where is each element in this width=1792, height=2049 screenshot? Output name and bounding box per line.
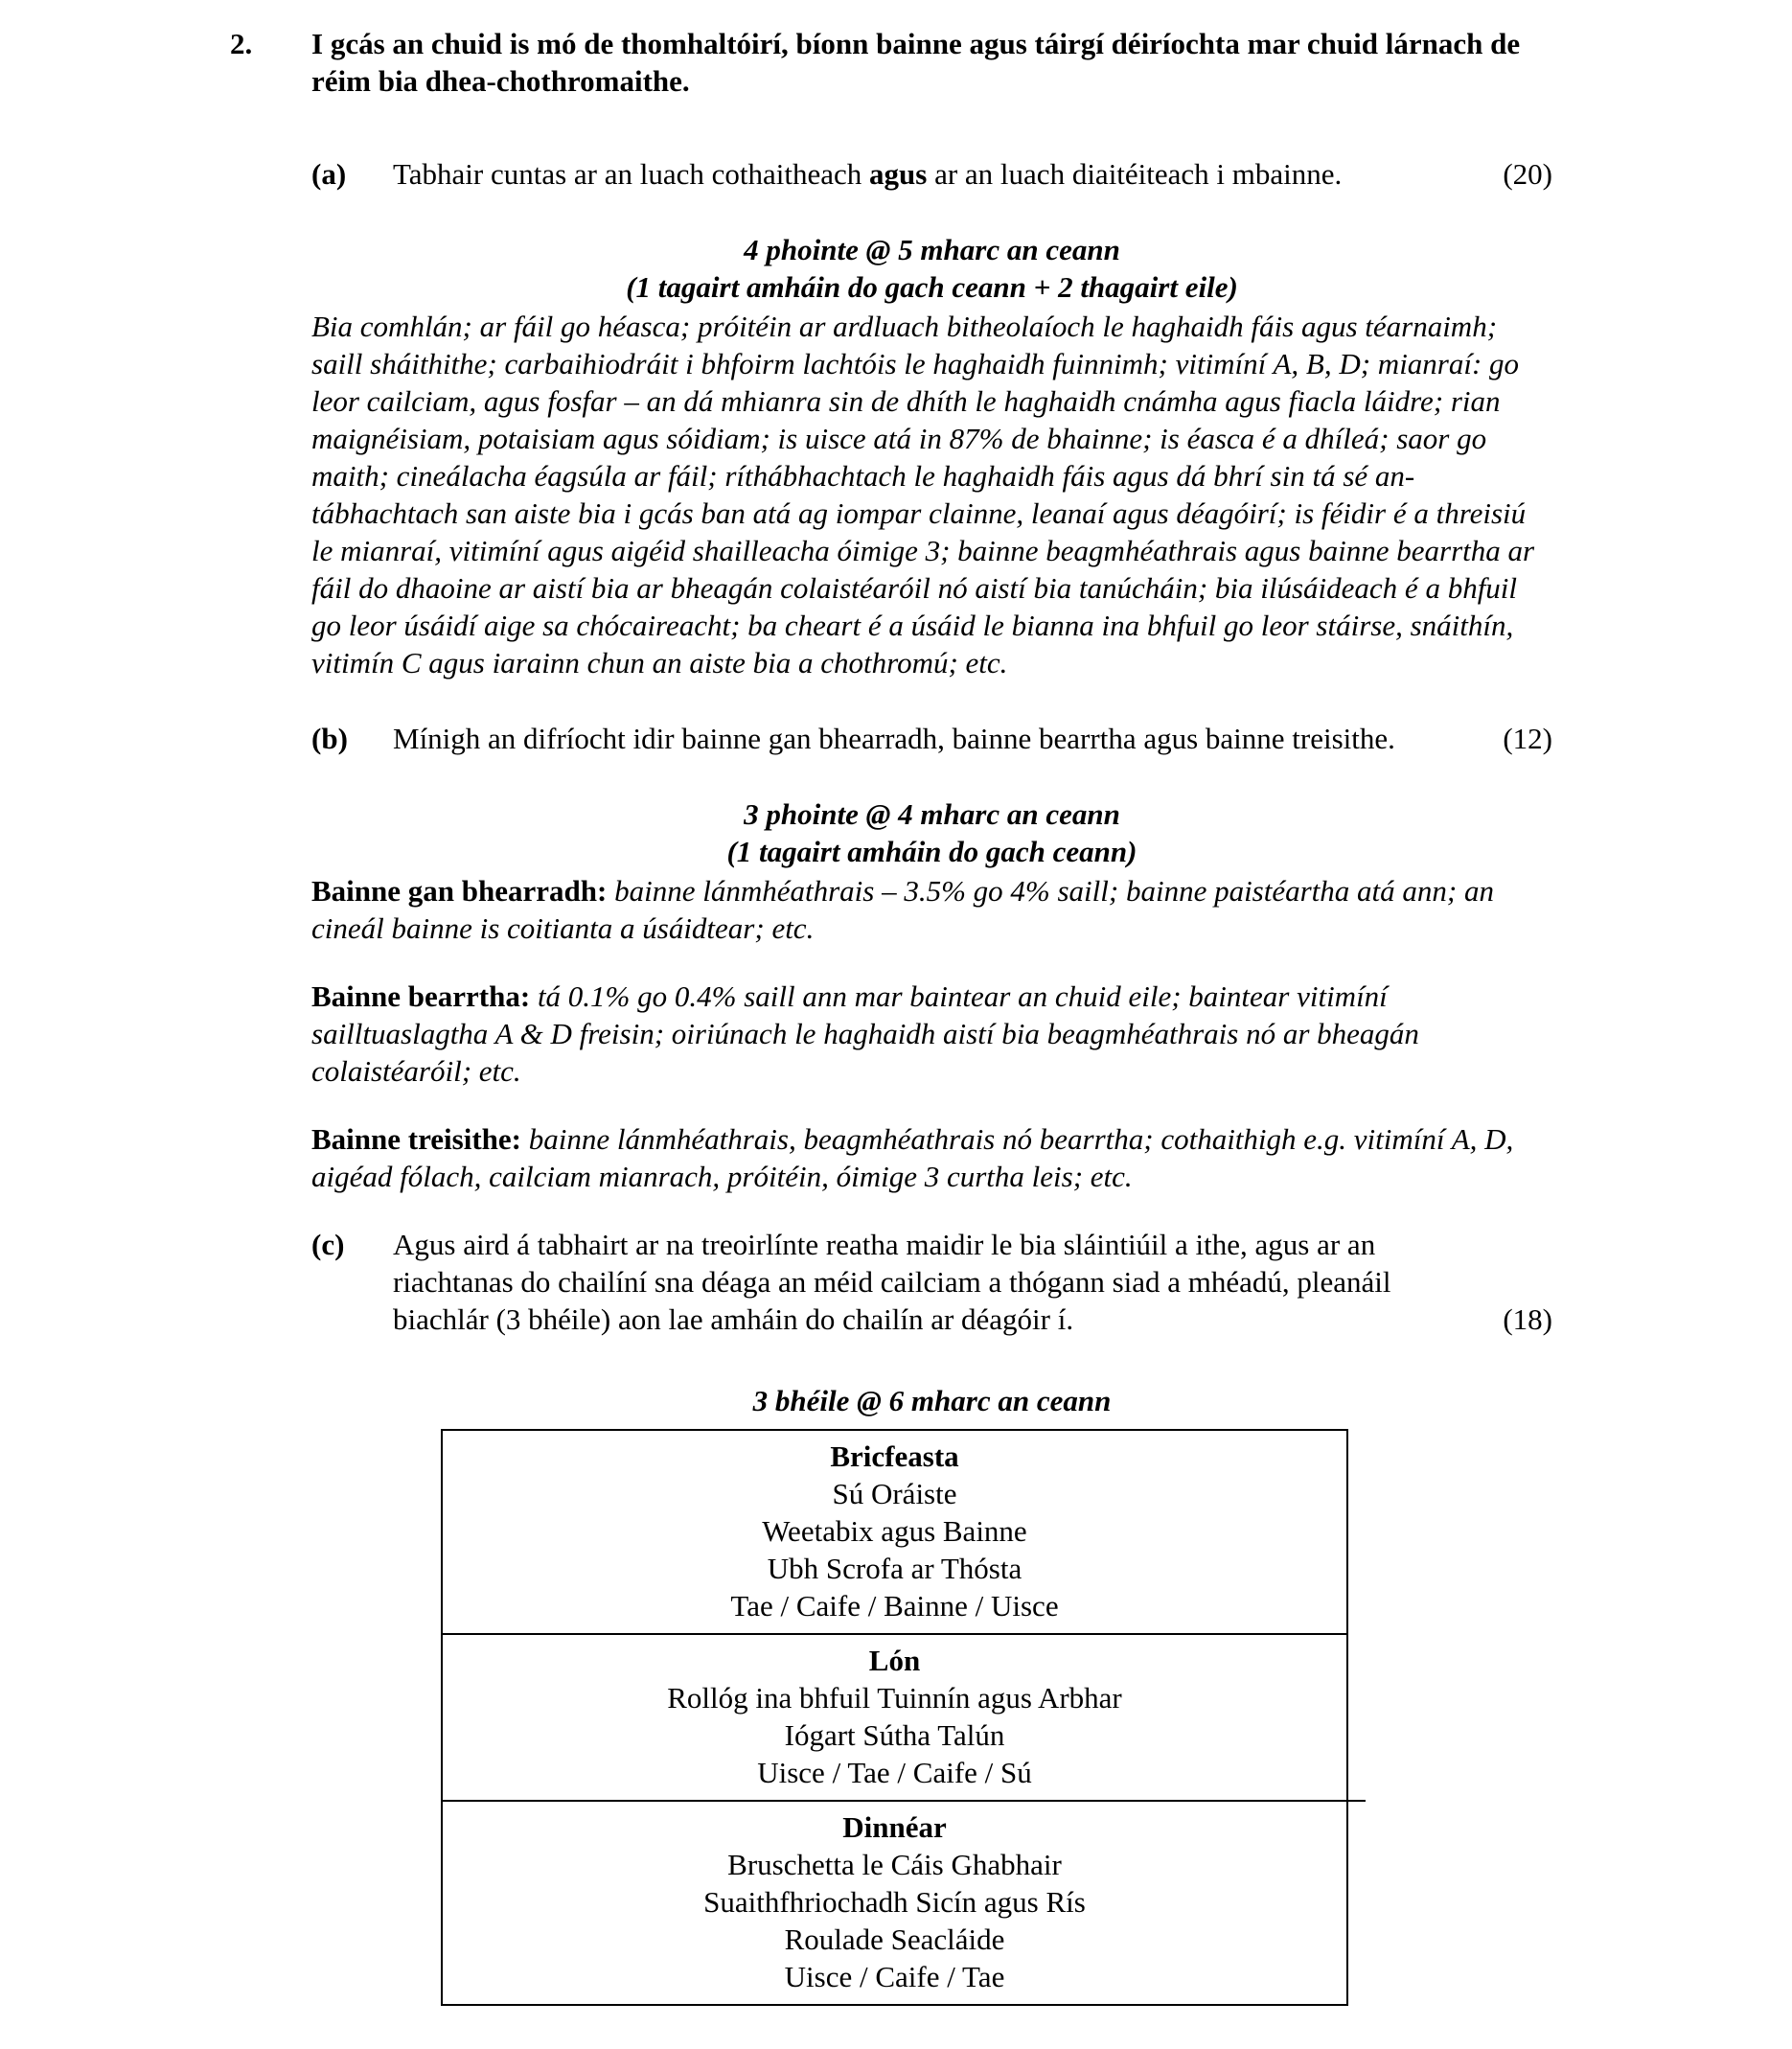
menu-dinner-title: Dinnéar — [842, 1810, 947, 1844]
question-2 — [230, 25, 1552, 100]
menu-section-dinner — [443, 1800, 1346, 2004]
part-b-question-text: Mínigh an difríocht idir bainne gan bhearradh, bainne bearrtha agus bainne treisithe. — [393, 722, 1395, 755]
part-b-scheme-line-1: 3 phointe @ 4 mharc an ceann — [744, 797, 1120, 831]
definition-whole-milk — [311, 872, 1552, 947]
part-b-scheme-heading — [311, 795, 1552, 870]
part-a-scheme-line-2: (1 tagairt amháin do gach ceann + 2 thagairt eile) — [626, 270, 1238, 304]
part-a-text-end: ar an luach diaitéiteach i mbainne. — [927, 157, 1343, 191]
definition-skimmed-milk-desc: tá 0.1% go 0.4% saill ann mar baintear an chuid eile; baintear vitimíní sailltuaslagtha A & D freisin; oiriúnach le haghaidh aistí bia beagmhéathrais nó ar bheagán colaistéaróil; etc. — [311, 979, 1419, 1088]
part-c-question-text — [393, 1226, 1552, 1338]
menu-item: Sú Oráiste — [832, 1477, 957, 1510]
menu-table — [441, 1429, 1348, 2006]
definition-skimmed-milk-term: Bainne bearrtha: — [311, 979, 531, 1013]
part-b-marks: (12) — [1503, 722, 1552, 755]
menu-item: Iógart Sútha Talún — [784, 1718, 1005, 1752]
menu-item: Tae / Caife / Bainne / Uisce — [730, 1589, 1059, 1623]
menu-item: Weetabix agus Bainne — [762, 1514, 1027, 1548]
menu-lunch-title: Lón — [868, 1644, 921, 1677]
menu-item: Suaithfhriochadh Sicín agus Rís — [703, 1885, 1086, 1919]
question-heading: I gcás an chuid is mó de thomhaltóirí, bíonn bainne agus táirgí déiríochta mar chuid lárnach de réim bia dhea-chothromaithe. — [311, 27, 1521, 98]
menu-section-lunch — [443, 1633, 1346, 1800]
part-a-label: (a) — [311, 157, 347, 191]
menu-item: Uisce / Tae / Caife / Sú — [757, 1756, 1032, 1789]
menu-item: Uisce / Caife / Tae — [784, 1960, 1005, 1993]
part-a-question-row — [311, 155, 1552, 193]
part-a-marks: (20) — [1503, 157, 1552, 191]
definition-fortified-milk-desc: bainne lánmhéathrais, beagmhéathrais nó bearrtha; cothaithigh e.g. vitimíní A, D, aigéad fólach, cailciam mianrach, próitéin, óimige 3 curtha leis; etc. — [311, 1122, 1514, 1193]
menu-item: Roulade Seacláide — [784, 1922, 1005, 1956]
menu-section-breakfast — [443, 1431, 1346, 1633]
menu-item: Rollóg ina bhfuil Tuinnín agus Arbhar — [667, 1681, 1122, 1715]
definition-fortified-milk — [311, 1120, 1552, 1195]
part-c-text: Agus aird á tabhairt ar na treoirlínte reatha maidir le bia sláintiúil a ithe, agus ar an riachtanas do chailíní sna déaga an méid cailciam a thógann siad a mhéadú, pleanáil biachlár (3 bhéile) aon lae amháin do chailín ar déagóir í. — [393, 1228, 1391, 1336]
question-number: 2. — [230, 27, 253, 60]
menu-item: Bruschetta le Cáis Ghabhair — [727, 1848, 1062, 1881]
definition-whole-milk-term: Bainne gan bhearradh: — [311, 874, 608, 908]
part-a-text-start: Tabhair cuntas ar an luach cothaitheach — [393, 157, 870, 191]
definition-skimmed-milk — [311, 978, 1552, 1090]
part-a-model-answer: Bia comhlán; ar fáil go héasca; próitéin ar ardluach bitheolaíoch le haghaidh fáis agus téarnaimh; saill sháithithe; carbaihiodráit i bhfoirm lachtóis le haghaidh fuinnimh; vitimíní A, B, D; mianraí: go leor cailciam, agus fosfar – an dá mhianra sin de dhíth le haghaidh cnámha agus fiacla láidre; rian maignéisiam, potaisiam agus sóidiam; is uisce atá in 87% de bhainne; is éasca é a dhíleá; saor go maith; cineálacha éagsúla ar fáil; ríthábhachtach le haghaidh fáis agus dá bhrí sin tá sé an-tábhachtach san aiste bia i gcás ban atá ag iompar clainne, leanaí agus déagóirí; is féidir é a threisiú le mianraí, vitimíní agus aigéid shailleacha óimige 3; bainne beagmhéathrais agus bainne bearrtha ar fáil do dhaoine ar aistí bia ar bheagán colaistéaróil nó aistí bia tanúcháin; bia ilúsáideach é a bhfuil go leor úsáidí aige sa chócaireacht; ba cheart é a úsáid le bianna ina bhfuil go leor stáirse, snáithín, vitimín C agus iarainn chun an aiste bia a chothromú; etc. — [311, 310, 1535, 679]
part-c-scheme-heading: 3 bhéile @ 6 mharc an ceann — [752, 1384, 1112, 1417]
part-c-marks: (18) — [1503, 1302, 1552, 1336]
part-a-bold-word: agus — [869, 157, 928, 191]
part-a-scheme-line-1: 4 phointe @ 5 mharc an ceann — [744, 233, 1120, 266]
part-b-question-row — [311, 720, 1552, 757]
definition-fortified-milk-term: Bainne treisithe: — [311, 1122, 521, 1156]
part-c-question-row — [311, 1226, 1552, 1338]
menu-item: Ubh Scrofa ar Thósta — [767, 1552, 1022, 1585]
part-c-label: (c) — [311, 1228, 345, 1261]
part-b-scheme-line-2: (1 tagairt amháin do gach ceann) — [726, 835, 1137, 868]
menu-breakfast-title: Bricfeasta — [830, 1439, 959, 1473]
part-a-question-text — [393, 155, 1480, 193]
part-b-label: (b) — [311, 722, 348, 755]
part-a-scheme-heading — [311, 231, 1552, 306]
definition-whole-milk-desc: bainne lánmhéathrais – 3.5% go 4% saill; bainne paistéartha atá ann; an cineál bainne is coitianta a úsáidtear; etc. — [311, 874, 1494, 945]
